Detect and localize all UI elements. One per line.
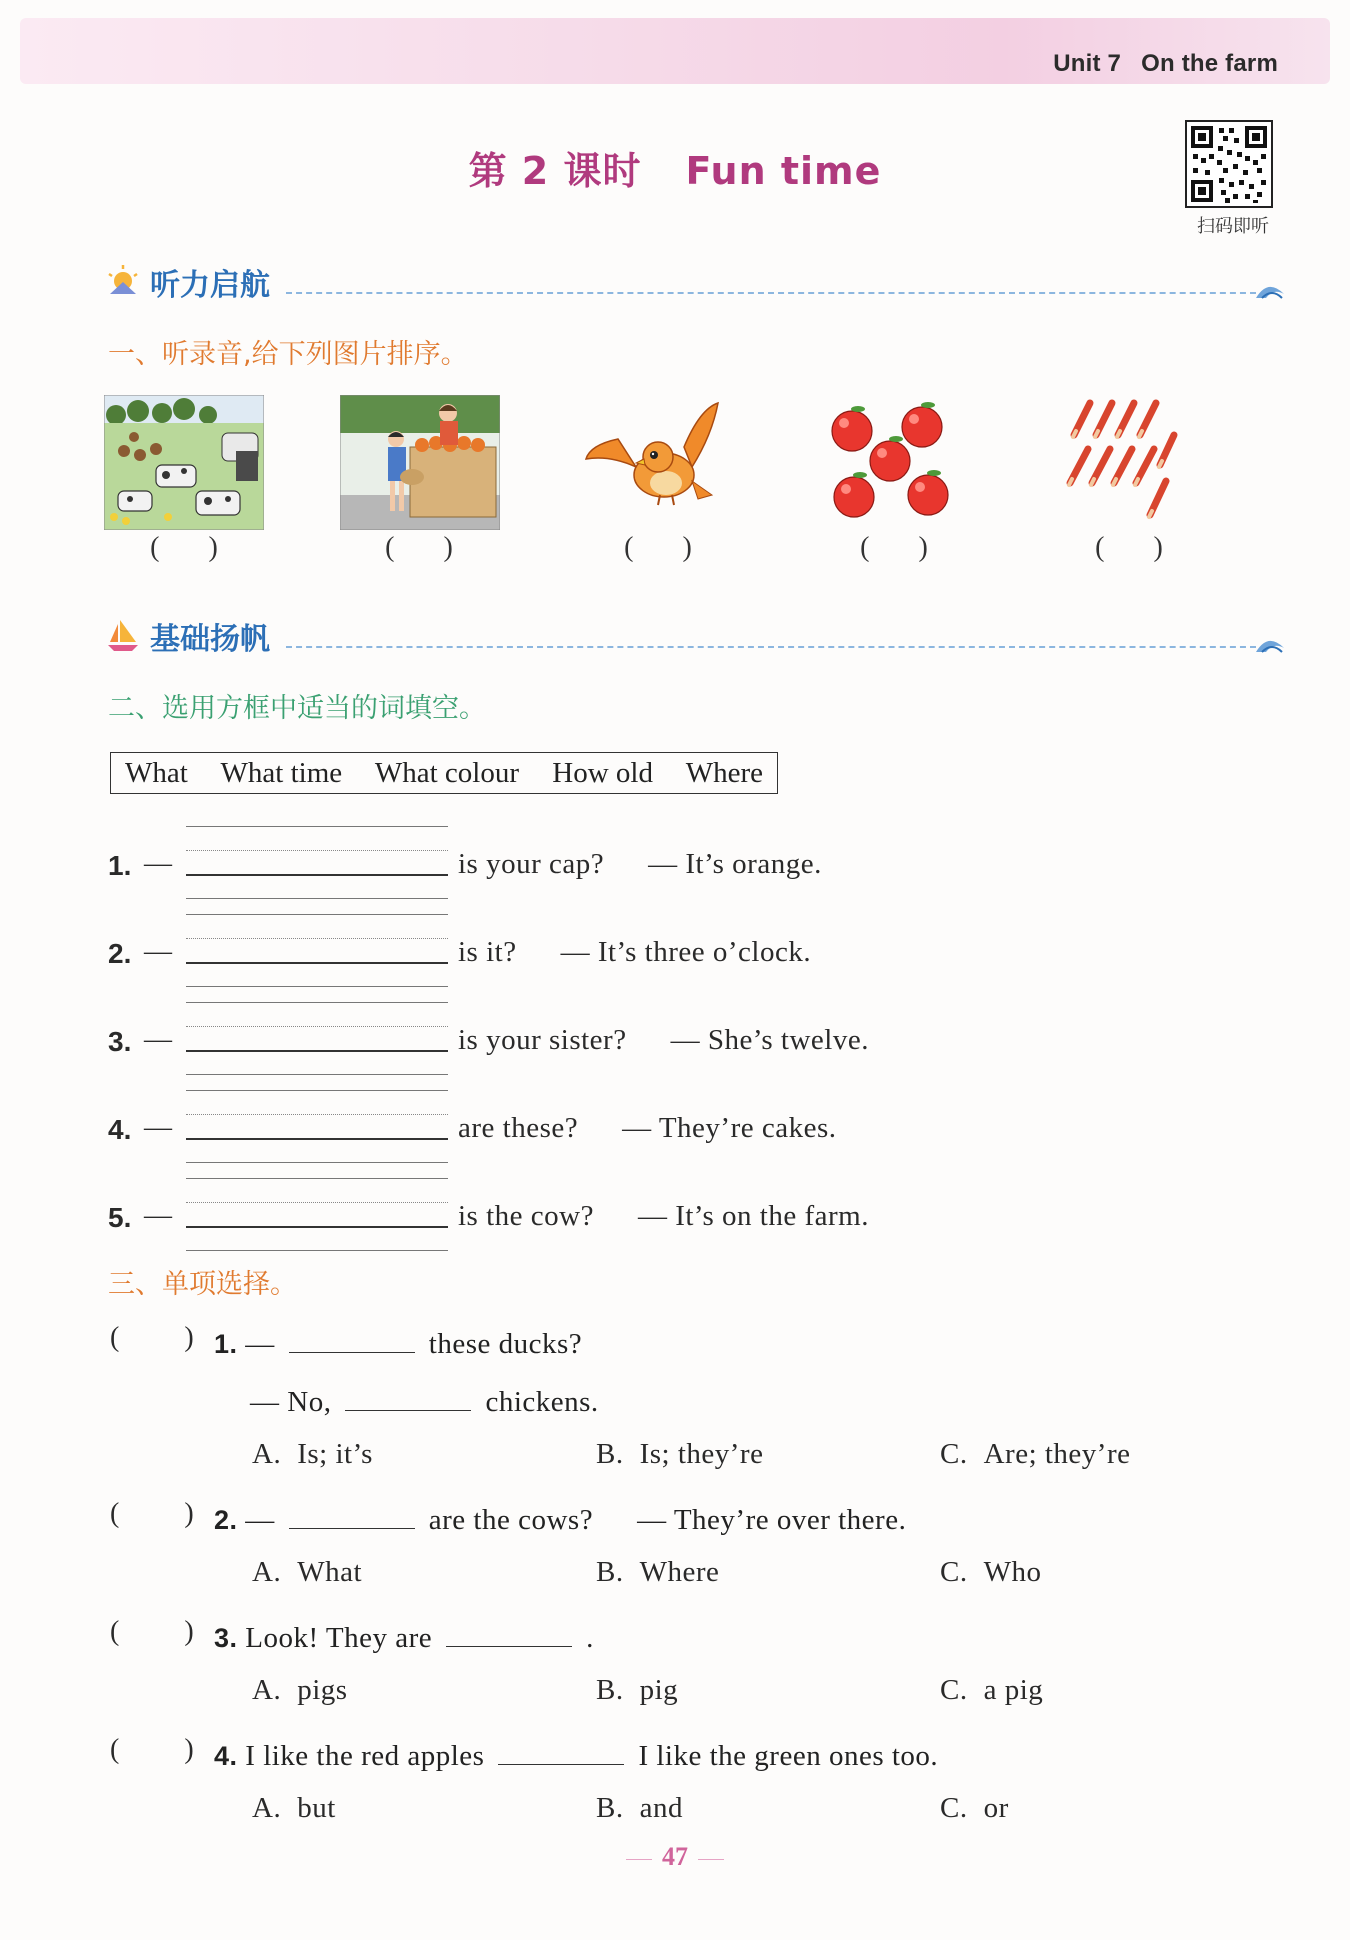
- option-letter: C.: [940, 1792, 968, 1824]
- item-answer: — She’s twelve.: [670, 1024, 869, 1056]
- option-letter: C.: [940, 1674, 968, 1706]
- option-letter: A.: [252, 1556, 282, 1588]
- writing-blank[interactable]: [186, 998, 448, 1086]
- option-letter: A.: [252, 1438, 282, 1470]
- answer-blank[interactable]: [498, 1734, 624, 1765]
- word-bank-item: What colour: [374, 757, 520, 789]
- sun-house-icon: [106, 264, 140, 298]
- unit-header: [1033, 50, 1278, 78]
- answer-blank[interactable]: [289, 1498, 415, 1529]
- option-letter: C.: [940, 1556, 968, 1588]
- fill-item-4: [108, 1086, 1258, 1174]
- option-a[interactable]: [252, 1792, 336, 1825]
- option-text: and: [639, 1792, 683, 1824]
- option-text: Is; they’re: [639, 1438, 764, 1470]
- dash: —: [144, 1200, 172, 1231]
- mc-after-blank: I like the green ones too.: [638, 1740, 939, 1772]
- mc-question-4: [214, 1734, 938, 1773]
- choice-paren-2[interactable]: ( ): [110, 1498, 194, 1529]
- pencils-picture: [1050, 395, 1210, 530]
- word-bank: [110, 752, 778, 794]
- choice-paren-3[interactable]: ( ): [110, 1616, 194, 1647]
- option-text: Is; it’s: [297, 1438, 373, 1470]
- option-letter: B.: [596, 1792, 624, 1824]
- option-c[interactable]: [940, 1792, 1009, 1825]
- fill-item-5: [108, 1174, 1258, 1262]
- option-text: pigs: [297, 1674, 348, 1706]
- page-number-text: 47: [662, 1842, 688, 1871]
- option-c[interactable]: [940, 1438, 1131, 1471]
- writing-blank[interactable]: [186, 822, 448, 910]
- fill-item-1: [108, 822, 1258, 910]
- lesson-number: 第 2 课时: [468, 149, 642, 193]
- word-bank-item: How old: [552, 757, 653, 789]
- dash: —: [144, 1024, 172, 1055]
- writing-blank[interactable]: [186, 1174, 448, 1262]
- mc-lead: Look! They are: [245, 1622, 433, 1654]
- item-number: 3.: [108, 1026, 132, 1057]
- option-text: Who: [983, 1556, 1042, 1588]
- item-stem: is it?: [458, 936, 517, 968]
- option-c[interactable]: [940, 1674, 1043, 1707]
- option-letter: A.: [252, 1792, 282, 1824]
- mc-after-blank: these ducks?: [428, 1328, 583, 1360]
- item-answer: — It’s three o’clock.: [560, 936, 812, 968]
- answer-blank[interactable]: [289, 1322, 415, 1353]
- writing-blank[interactable]: [186, 1086, 448, 1174]
- wave-icon: [1254, 630, 1286, 656]
- sailboat-icon: [106, 618, 140, 652]
- mc-number: 1.: [214, 1329, 238, 1359]
- mc-line2-after: chickens.: [485, 1386, 599, 1418]
- option-letter: A.: [252, 1674, 282, 1706]
- dash: —: [144, 848, 172, 879]
- mc-question-1: [214, 1322, 582, 1361]
- item-answer: — It’s on the farm.: [637, 1200, 869, 1232]
- option-b[interactable]: [596, 1438, 763, 1471]
- fill-item-2: [108, 910, 1258, 998]
- unit-label: Unit 7: [1053, 50, 1122, 77]
- word-bank-item: What: [125, 757, 188, 789]
- option-b[interactable]: [596, 1792, 683, 1825]
- item-number: 1.: [108, 850, 132, 881]
- mc-lead: I like the red apples: [245, 1740, 485, 1772]
- mc-number: 2.: [214, 1505, 238, 1535]
- qr-caption: 扫码即听: [1197, 216, 1269, 237]
- option-b[interactable]: [596, 1556, 719, 1589]
- item-stem: is your cap?: [458, 848, 605, 880]
- answer-paren-1[interactable]: ( ): [150, 532, 218, 563]
- answer-paren-2[interactable]: ( ): [385, 532, 453, 563]
- item-stem: are these?: [458, 1112, 579, 1144]
- option-text: Where: [639, 1556, 720, 1588]
- page-number: [0, 1842, 1350, 1872]
- lesson-name: Fun time: [685, 149, 882, 193]
- choice-paren-1[interactable]: ( ): [110, 1322, 194, 1353]
- item-stem: is your sister?: [458, 1024, 627, 1056]
- item-number: 5.: [108, 1202, 132, 1233]
- item-answer: — They’re cakes.: [622, 1112, 837, 1144]
- answer-paren-4[interactable]: ( ): [860, 532, 928, 563]
- mc-lead: —: [245, 1328, 275, 1360]
- fruit-stall-picture: [340, 395, 500, 530]
- option-letter: B.: [596, 1438, 624, 1470]
- writing-blank[interactable]: [186, 910, 448, 998]
- option-text: a pig: [983, 1674, 1044, 1706]
- item-number: 4.: [108, 1114, 132, 1145]
- item-answer: — It’s orange.: [648, 848, 822, 880]
- option-c[interactable]: [940, 1556, 1041, 1589]
- option-letter: B.: [596, 1674, 624, 1706]
- bird-picture: [580, 395, 740, 530]
- mc-question-1-line2: [250, 1380, 599, 1419]
- section-title-listening: 听力启航: [150, 268, 270, 303]
- wave-icon: [1254, 276, 1286, 302]
- answer-paren-3[interactable]: ( ): [624, 532, 692, 563]
- mc-number: 3.: [214, 1623, 238, 1653]
- dash: —: [144, 1112, 172, 1143]
- option-a[interactable]: [252, 1674, 348, 1707]
- farm-animals-picture: [104, 395, 264, 530]
- mc-after-blank: are the cows?: [428, 1504, 594, 1536]
- option-b[interactable]: [596, 1674, 678, 1707]
- dash: —: [144, 936, 172, 967]
- mc-question-3: [214, 1616, 594, 1655]
- answer-blank[interactable]: [345, 1380, 471, 1411]
- option-text: or: [983, 1792, 1009, 1824]
- apples-picture: [818, 395, 978, 530]
- option-text: but: [297, 1792, 336, 1824]
- mc-answer: — They’re over there.: [637, 1504, 907, 1536]
- section-listening: [106, 258, 1286, 306]
- q3-heading: 三、单项选择。: [108, 1269, 297, 1300]
- mc-lead: —: [245, 1504, 275, 1536]
- section-title-basics: 基础扬帆: [150, 622, 270, 657]
- section-basics: [106, 612, 1286, 660]
- lesson-title: [0, 140, 1350, 195]
- choice-paren-4[interactable]: ( ): [110, 1734, 194, 1765]
- option-a[interactable]: [252, 1556, 362, 1589]
- option-text: Are; they’re: [983, 1438, 1131, 1470]
- word-bank-item: Where: [685, 757, 763, 789]
- q2-heading: 二、选用方框中适当的词填空。: [108, 693, 486, 724]
- mc-line2-lead: — No,: [250, 1386, 332, 1418]
- option-text: What: [297, 1556, 363, 1588]
- fill-item-3: [108, 998, 1258, 1086]
- mc-question-2: [214, 1498, 906, 1537]
- option-letter: B.: [596, 1556, 624, 1588]
- item-number: 2.: [108, 938, 132, 969]
- q1-heading: 一、听录音,给下列图片排序。: [108, 339, 468, 370]
- unit-title: On the farm: [1141, 50, 1278, 77]
- option-letter: C.: [940, 1438, 968, 1470]
- mc-number: 4.: [214, 1741, 238, 1771]
- answer-blank[interactable]: [446, 1616, 572, 1647]
- qr-code-icon[interactable]: [1185, 120, 1273, 208]
- mc-after-blank: .: [586, 1622, 594, 1654]
- item-stem: is the cow?: [458, 1200, 594, 1232]
- option-text: pig: [639, 1674, 679, 1706]
- answer-paren-5[interactable]: ( ): [1095, 532, 1163, 563]
- word-bank-item: What time: [220, 757, 343, 789]
- option-a[interactable]: [252, 1438, 373, 1471]
